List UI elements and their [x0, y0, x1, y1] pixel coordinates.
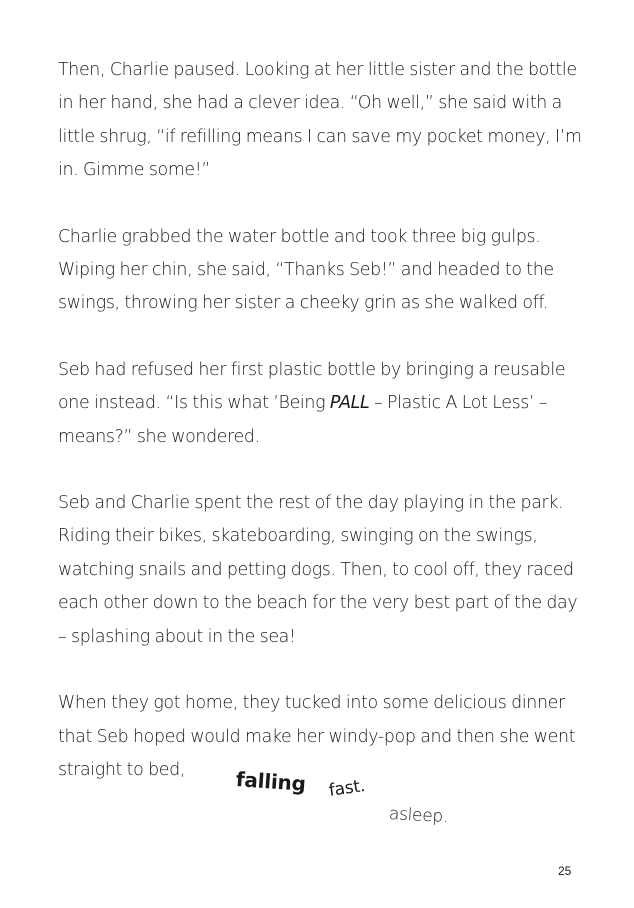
paragraph-text: – Plastic A Lot Less’ – means?” she wondered. [58, 393, 548, 447]
story-paragraph: Charlie grabbed the water bottle and took three big gulps. Wiping her chin, she said, “Thanks Seb!” and headed to the swings, throwing her sister a cheeky grin as she walked off. [58, 226, 554, 314]
falling-word: falling [235, 767, 307, 796]
story-paragraph [58, 354, 588, 454]
emphasized-word: PALL [329, 393, 370, 414]
story-paragraph: Seb and Charlie spent the rest of the day playing in the park. Riding their bikes, skateboarding, swinging on the swings, watching snails and petting dogs. Then, to cool off, they raced each other down to the beach for the very best part of the day – splashing about in the sea! [58, 493, 578, 647]
page-number: 25 [558, 864, 572, 878]
falling-word: asleep. [388, 804, 449, 828]
story-paragraph: When they got home, they tucked into some delicious dinner that Seb hoped would make her windy-pop and then she went straight to bed, [58, 693, 576, 780]
falling-word: fast. [327, 776, 367, 801]
story-paragraph: Then, Charlie paused. Looking at her little sister and the bottle in her hand, she had a clever idea. “Oh well,” she said with a little shrug, “if refilling means I can save my pocket money, I’m in. Gimme some!” [58, 60, 582, 181]
story-text [58, 54, 588, 820]
paragraph-text: Seb had refused her first plastic bottle by bringing a reusable one instead. “Is this what ’Being [58, 359, 566, 414]
